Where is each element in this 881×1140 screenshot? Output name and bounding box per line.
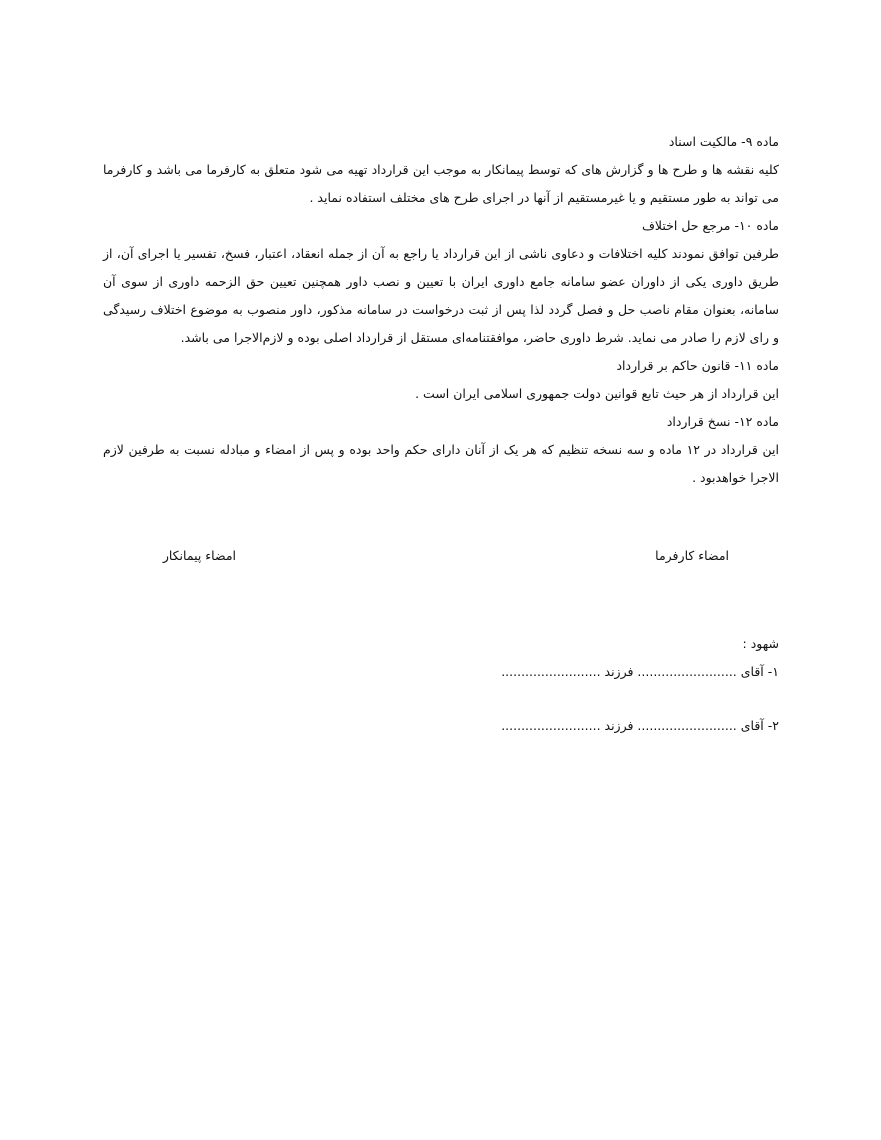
article-10-heading: ماده ۱۰- مرجع حل اختلاف: [641, 218, 779, 233]
article-9-heading: ماده ۹- مالکیت اسناد: [668, 134, 779, 149]
article-10-body: طرفین توافق نمودند کلیه اختلافات و دعاوی ناشی از این قرارداد یا راجع به آن از جمله انعقاد، اعتبار، فسخ، تفسیر یا اجرای آن، از طریق داوری یکی از داوران عضو سامانه جامع داوری ایران با تعیین و نصب داور همچنین تعیین حق الزحمه داوری از سوی آن سامانه، بعنوان مقام ناصب حل و فصل گردد لذا پس از ثبت درخواست در سامانه مذکور، داور منصوب به موضوع اختلاف رسیدگی و رای لازم را صادر می نماید. شرط داوری حاضر، موافقتنامه‌ای مستقل از قرارداد اصلی بوده و لازم‌الاجرا می باشد.: [103, 246, 779, 345]
article-11-heading: ماده ۱۱- قانون حاکم بر قرارداد: [616, 358, 779, 373]
witness-line-1: ۱- آقای ......................... فرزند .........................: [501, 664, 779, 679]
article-11-body: این قرارداد از هر حیث تابع قوانین دولت جمهوری اسلامی ایران است .: [415, 386, 779, 401]
article-12-body: این قرارداد در ۱۲ ماده و سه نسخه تنظیم که هر یک از آنان دارای حکم واحد بوده و پس از امضاء و مبادله نسبت به طرفین لازم الاجرا خواهدبود .: [103, 442, 779, 485]
article-9-body: کلیه نقشه ها و طرح ها و گزارش های که توسط پیمانکار به موجب این قرارداد تهیه می شود متعلق به کارفرما می باشد و کارفرما می تواند به طور مستقیم و یا غیرمستقیم از آنها در اجرای طرح های مختلف استفاده نماید .: [103, 162, 779, 205]
article-12-heading: ماده ۱۲- نسخ قرارداد: [666, 414, 779, 429]
contractor-signature-label: امضاء پیمانکار: [162, 548, 236, 563]
contract-text: [103, 128, 779, 492]
employer-signature-label: امضاء کارفرما: [655, 548, 729, 563]
witness-line-2: ۲- آقای ......................... فرزند .........................: [501, 718, 779, 733]
witnesses-title: شهود :: [742, 636, 779, 651]
